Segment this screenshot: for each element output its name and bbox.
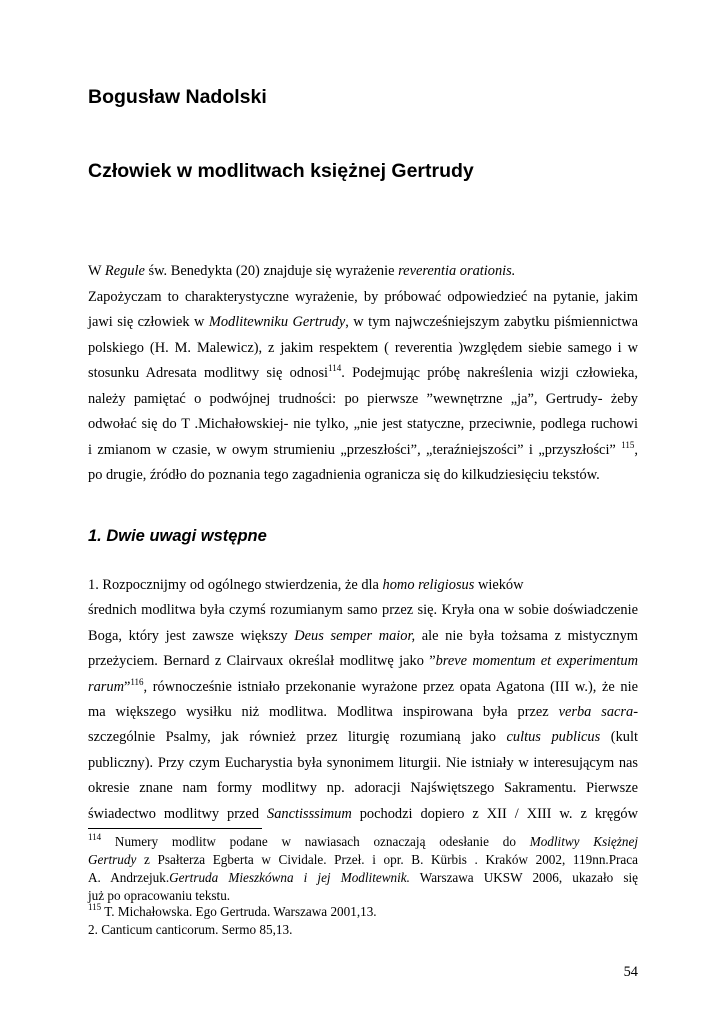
- body-line-3: Boga, który jest zawsze większy Deus semper maior, ale nie była tożsama z mistycznym: [88, 627, 639, 644]
- intro-line-7: odwołać się do T .Michałowskiej- nie tylko, „nie jest statyczne, przeciwnie, podlega ruchowi: [88, 416, 638, 432]
- footnote-115: $^{115}$ T. Michałowska. Ego Gertruda. Warszawa 2001,13.: [88, 902, 377, 919]
- body-line-8: publiczny). Przy czym Eucharystia była synonimem liturgii. Nie istniały w interesującym nas: [88, 754, 638, 771]
- intro-line-2: Zapożyczam to charakterystyczne wyrażenie, by próbować odpowiedzieć na pytanie, jakim: [88, 288, 638, 305]
- intro-line-3: jawi się człowiek w Modlitewniku Gertrudy, w tym najwcześniejszym zabytku piśmiennictwa: [88, 314, 638, 330]
- article-title: Człowiek w modlitwach księżnej Gertrudy: [88, 160, 474, 182]
- intro-line-9: po drugie, źródło do poznania tego zagadnienia ogranicza się do kilkudziesięciu tekstów.: [88, 467, 600, 483]
- intro-line-5: stosunku Adresata modlitwy się odnosi$^{114}$. Podejmując próbę nakreślenia wizji człowieka,: [88, 363, 638, 381]
- intro-line-4: polskiego (H. M. Malewicz), z jakim respektem ( reverentia )względem siebie samego i w: [88, 339, 638, 356]
- body-line-2: średnich modlitwa była czymś rozumianym samo przez się. Kryła ona w sobie doświadczenie: [88, 602, 638, 619]
- author-name: Bogusław Nadolski: [88, 86, 267, 108]
- body-line-9: okresie znane nam formy modlitwy np. adoracji Najświętszego Sakramentu. Pierwsze: [88, 780, 638, 797]
- footnote-114-line-3: A. Andrzejuk.Gertruda Mieszkówna i jej Modlitewnik. Warszawa UKSW 2006, ukazało się: [88, 870, 638, 885]
- intro-line-1: W Regule św. Benedykta (20) znajduje się wyrażenie reverentia orationis.: [88, 263, 516, 279]
- intro-line-8: i zmianom w czasie, w owym strumieniu „przeszłości”, „teraźniejszości” i „przyszłości” $^{115}$,: [88, 439, 638, 458]
- intro-line-6: należy pamiętać o podwójnej trudności: po pierwsze ”wewnętrzne „ja”, Gertrudy- żeby: [88, 390, 638, 407]
- body-line-4: przeżyciem. Bernard z Clairvaux określał modlitwę jako ”breve momentum et experimentum: [88, 653, 638, 670]
- page-number: 54: [623, 964, 638, 980]
- footnote-ref-116: 116: [130, 676, 144, 687]
- footnote-114-line-4: już po opracowaniu tekstu.: [88, 888, 231, 903]
- footnote-number-115: 115: [88, 902, 102, 912]
- footnote-ref-114: 114: [328, 363, 342, 373]
- footnote-114-line-1: $^{114}$ Numery modlitw podane w nawiasach oznaczają odesłanie do Modlitwy Księżnej: [88, 832, 638, 849]
- footnote-ref-115: 115: [621, 439, 635, 450]
- body-line-7: szczególnie Psalmy, jak również przez liturgię rozumianą jako cultus publicus (kult: [88, 729, 638, 746]
- body-line-10: świadectwo modlitwy przed Sanctisssimum pochodzi dopiero z XII / XIII w. z kręgów: [88, 805, 638, 822]
- body-line-1: 1. Rozpocznijmy od ogólnego stwierdzenia, że dla homo religiosus wieków: [88, 577, 524, 593]
- section-heading: 1. Dwie uwagi wstępne: [88, 527, 267, 545]
- footnote-number-114: 114: [88, 832, 102, 842]
- footnote-114-line-2: Gertrudy z Psałterza Egberta w Cividale. Przeł. i opr. B. Kürbis . Kraków 2002, 119nn.Praca: [88, 852, 638, 867]
- footnote-116: 2. Canticum canticorum. Sermo 85,13.: [88, 922, 293, 937]
- body-line-5: rarum”$^{116}$, równocześnie istniało przekonanie wyrażone przez opata Agatona (III w.), że nie: [88, 676, 638, 695]
- body-line-6: ma większego wysiłku niż modlitwa. Modlitwa inspirowana była przez verba sacra-: [88, 704, 638, 720]
- footnote-separator: [88, 828, 262, 829]
